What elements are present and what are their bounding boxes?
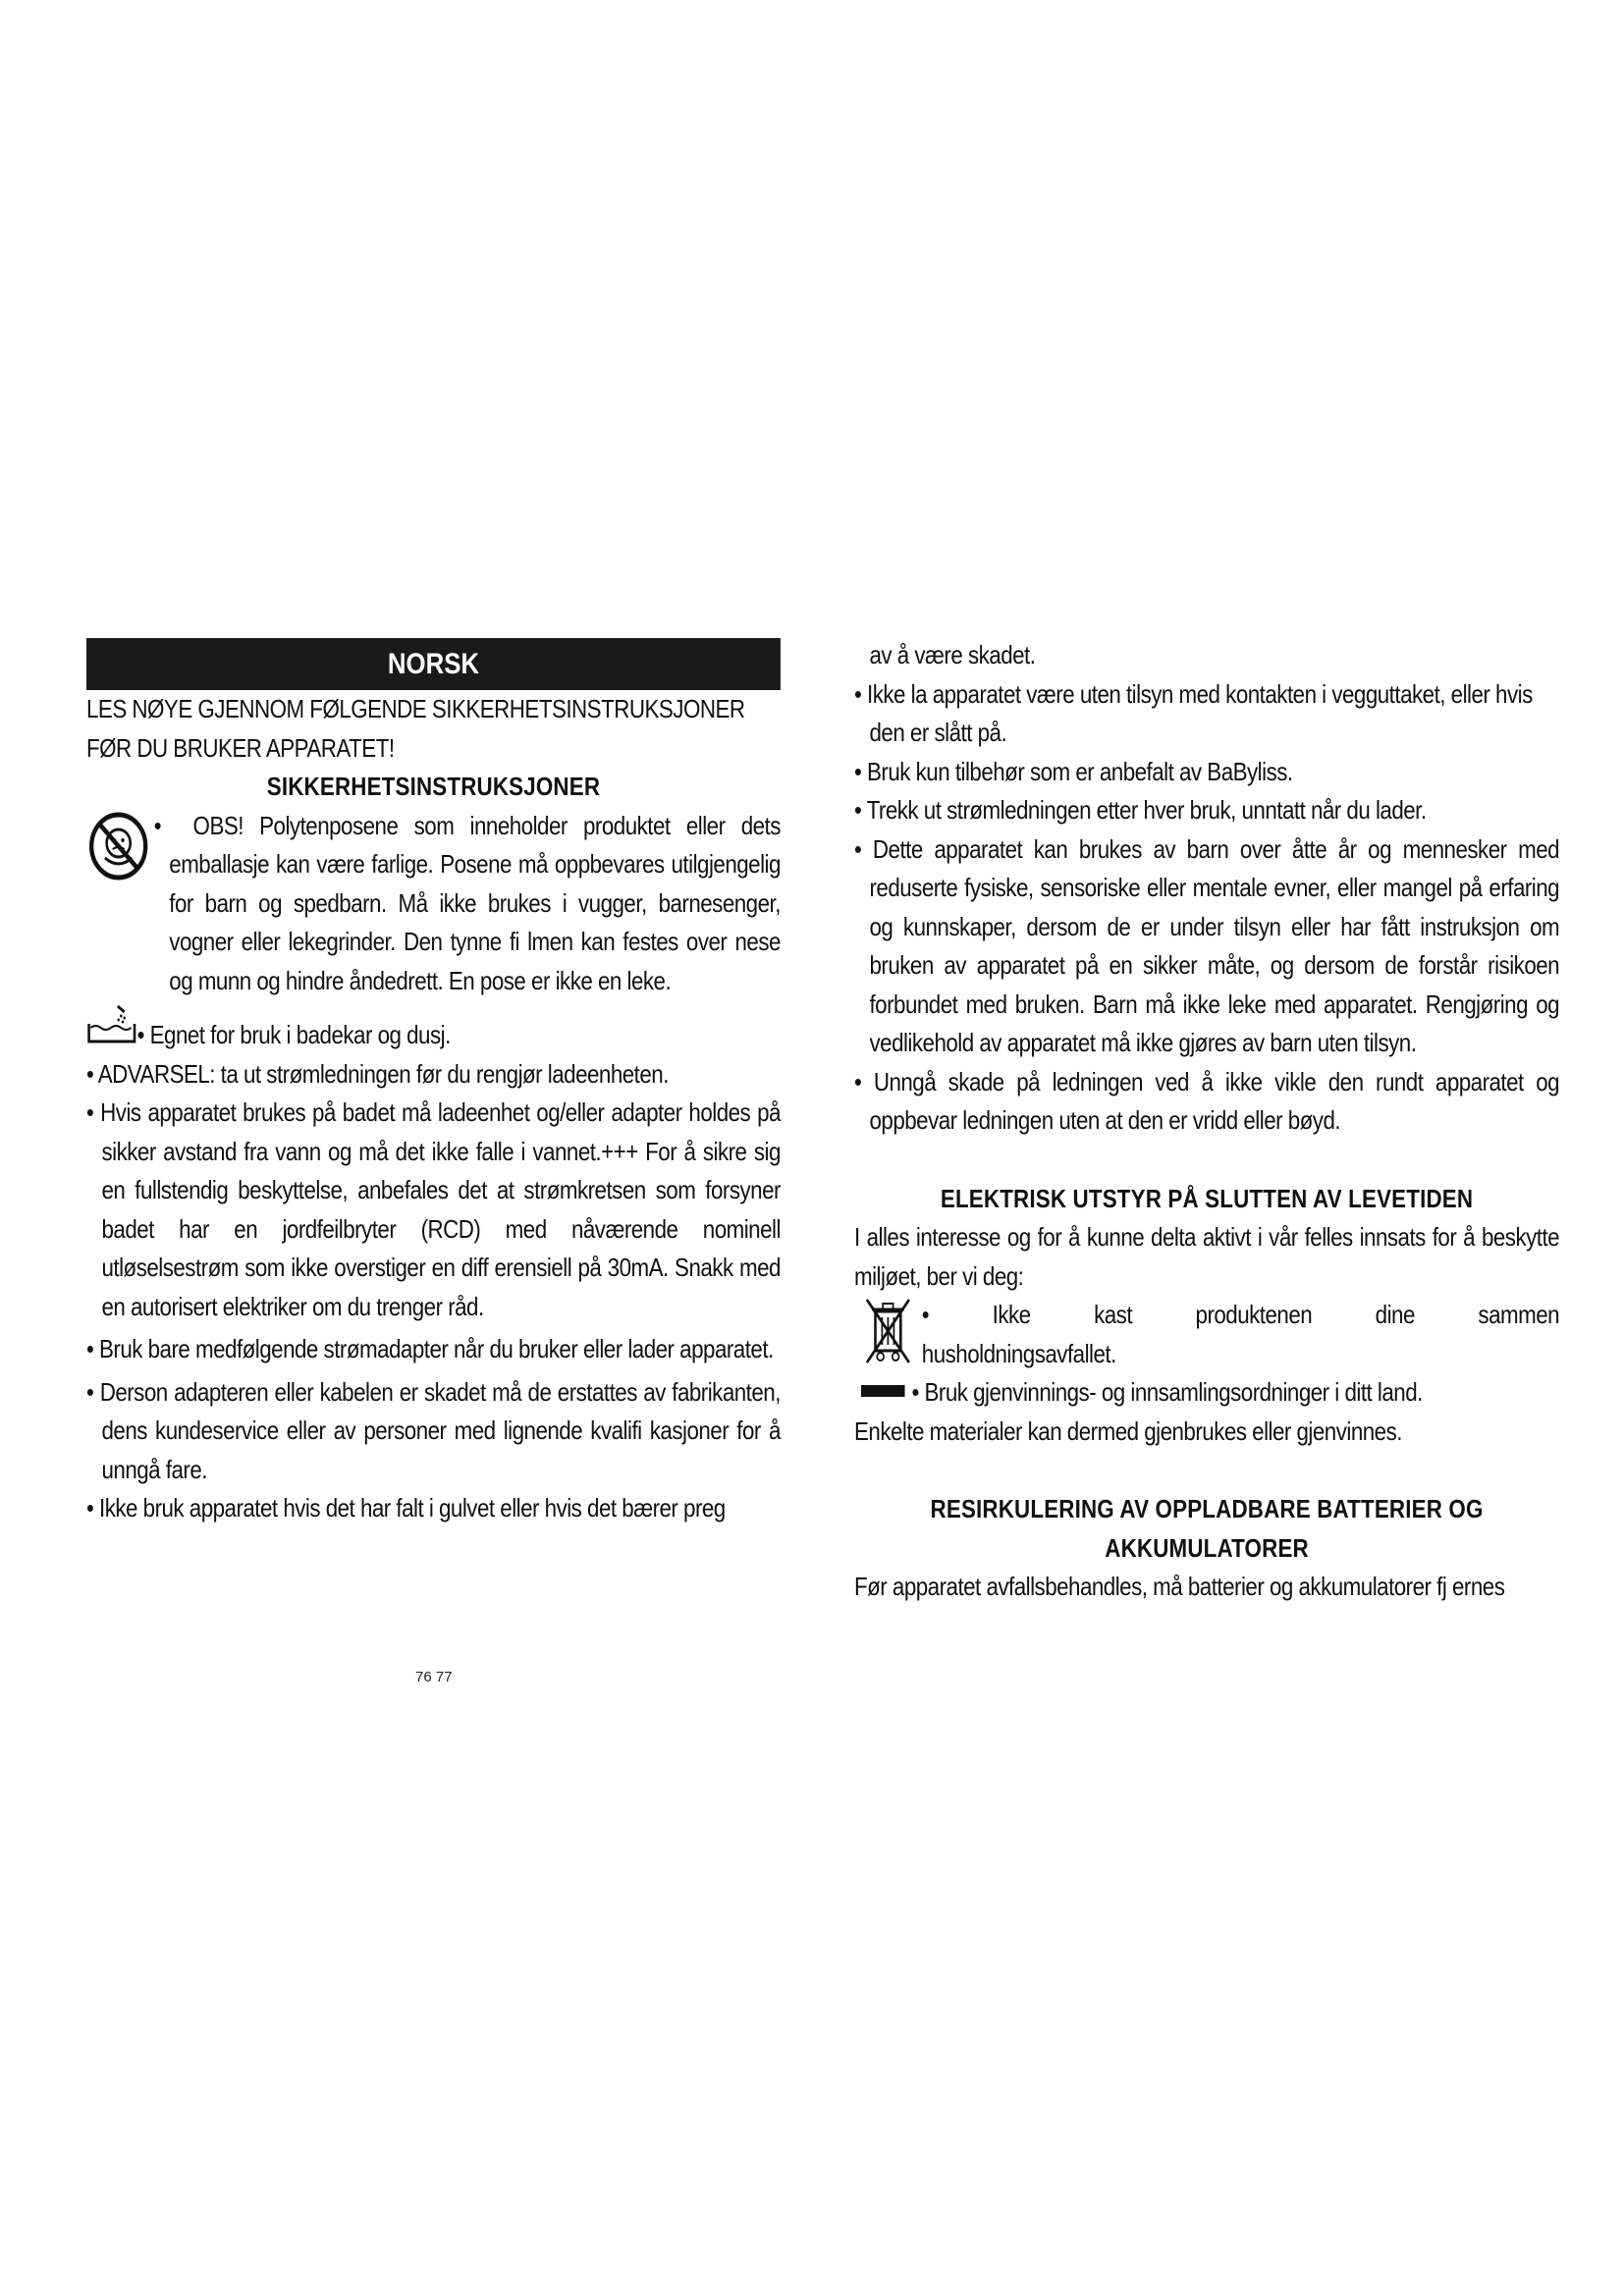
adapter-text: • Bruk bare medfølgende strømadapter når du bruker eller lader apparatet.: [86, 1334, 774, 1363]
left-column: [86, 638, 781, 1528]
black-bar-icon: [854, 1373, 911, 1397]
bad-text: • Hvis apparatet brukes på badet må ladeenhet og/eller adapter holdes på sikker avstand fra vann og må det ikke falle i vannet.+++ For å sikre sig en fullstendig beskyttelse, anbefales det at strømkretsen som forsyner badet har en jordfeilbryter (RCD) med nåværende nominell utløselsestrøm som ikke overstiger en diff erensiell på 30mA. Snakk med en autorisert elektriker om du trenger råd.: [86, 1097, 781, 1321]
intro-text: LES NØYE GJENNOM FØLGENDE SIKKERHETSINSTRUKSJONER FØR DU BRUKER APPARATET!: [86, 694, 745, 763]
bath-block: • Egnet for bruk i badekar og dusj.: [86, 1002, 781, 1055]
language-banner: NORSK: [86, 638, 781, 690]
obs-text: OBS! Polytenposene som inneholder produktet eller dets emballasje kan være farlige. Posene må oppbevares utilgjengelig for barn og spedbarn. Må ikke brukes i vugger, barnesenger, vogner eller lekegrinder. Den tynne fi lmen kan festes over nese og munn og hindre åndedrett. En pose er ikke en leke.: [169, 810, 781, 995]
advarsel-text: • ADVARSEL: ta ut strømledningen før du rengjør ladeenheten.: [86, 1058, 669, 1089]
weee-item-2: • Bruk gjenvinnings- og innsamlingsordninger i ditt land.: [911, 1377, 1423, 1407]
cont-text: av å være skadet.: [869, 640, 1036, 669]
battery-text: Før apparatet avfallsbehandles, må batterier og akkumulatorer fj ernes: [854, 1572, 1505, 1601]
weee-item-1: • Ikke kast produktenen dine sammen: [921, 1300, 1560, 1329]
barn-text: • Dette apparatet kan brukes av barn over åtte år og mennesker med reduserte fysiske, sensoriske eller mentale evner, eller mangel på erfaring og kunnskaper, dersom de er under tilsyn eller har fått instruksjon om bruken av apparatet på en sikker måte, og dersom de forstår risikoen forbundet med bruken. Barn må ikke leke med apparatet. Rengjøring og vedlikehold av apparatet må ikke gjøres av barn uten tilsyn.: [854, 833, 1560, 1057]
battery-heading-line1: RESIRKULERING AV OPPLADBARE BATTERIER OG: [930, 1494, 1484, 1523]
bath-shower-icon: [86, 1002, 137, 1047]
falt-text: • Ikke bruk apparatet hvis det har falt i gulvet eller hvis det bærer preg: [86, 1493, 726, 1522]
skadet-text: • Derson adapteren eller kabelen er skadet må de erstattes av fabrikanten, dens kundeservice eller av personer med lignende kvalifi kasjoner for å unngå fare.: [86, 1376, 781, 1484]
no-bag-on-face-icon: [86, 807, 150, 881]
tilsyn-text: • Ikke la apparatet være uten tilsyn med kontakten i vegguttaket, eller hvis den er slått på.: [854, 678, 1533, 747]
ledning-text: • Unngå skade på ledningen ved å ikke vikle den rundt apparatet og oppbevar ledningen uten at den er vridd eller bøyd.: [854, 1066, 1560, 1135]
bath-text: Egnet for bruk i badekar og dusj.: [149, 1020, 451, 1049]
right-column: [854, 636, 1559, 1607]
weee-heading: ELEKTRISK UTSTYR PÅ SLUTTEN AV LEVETIDEN: [940, 1183, 1474, 1213]
trekk-text: • Trekk ut strømledningen etter hver bruk, unntatt når du lader.: [854, 795, 1427, 825]
weee-item-2-row: [854, 1373, 1559, 1413]
obs-block: • OBS! Polytenposene som inneholder produktet eller dets emballasje kan være farlige. Posene må oppbevares utilgjengelig for barn og spedbarn. Må ikke brukes i vugger, barnesenger, vogner eller lekegrinder. Den tynne fi lmen kan festes over nese og munn og hindre åndedrett. En pose er ikke en leke.: [86, 807, 781, 1001]
weee-block: [854, 1296, 1559, 1373]
safety-heading: SIKKERHETSINSTRUKSJONER: [266, 772, 601, 801]
battery-heading-line2: AKKUMULATORER: [1105, 1532, 1309, 1563]
crossed-bin-icon: [854, 1296, 922, 1366]
weee-item-3: Enkelte materialer kan dermed gjenbrukes eller gjenvinnes.: [854, 1415, 1402, 1446]
page-number: 76 77: [415, 1669, 453, 1685]
weee-intro: I alles interesse og for å kunne delta aktivt i vår felles innsats for å beskytte miljøet, ber vi deg:: [854, 1222, 1560, 1291]
weee-item-1-cont: husholdningsavfallet.: [921, 1338, 1116, 1368]
tilbehor-text: • Bruk kun tilbehør som er anbefalt av BaByliss.: [854, 756, 1293, 786]
